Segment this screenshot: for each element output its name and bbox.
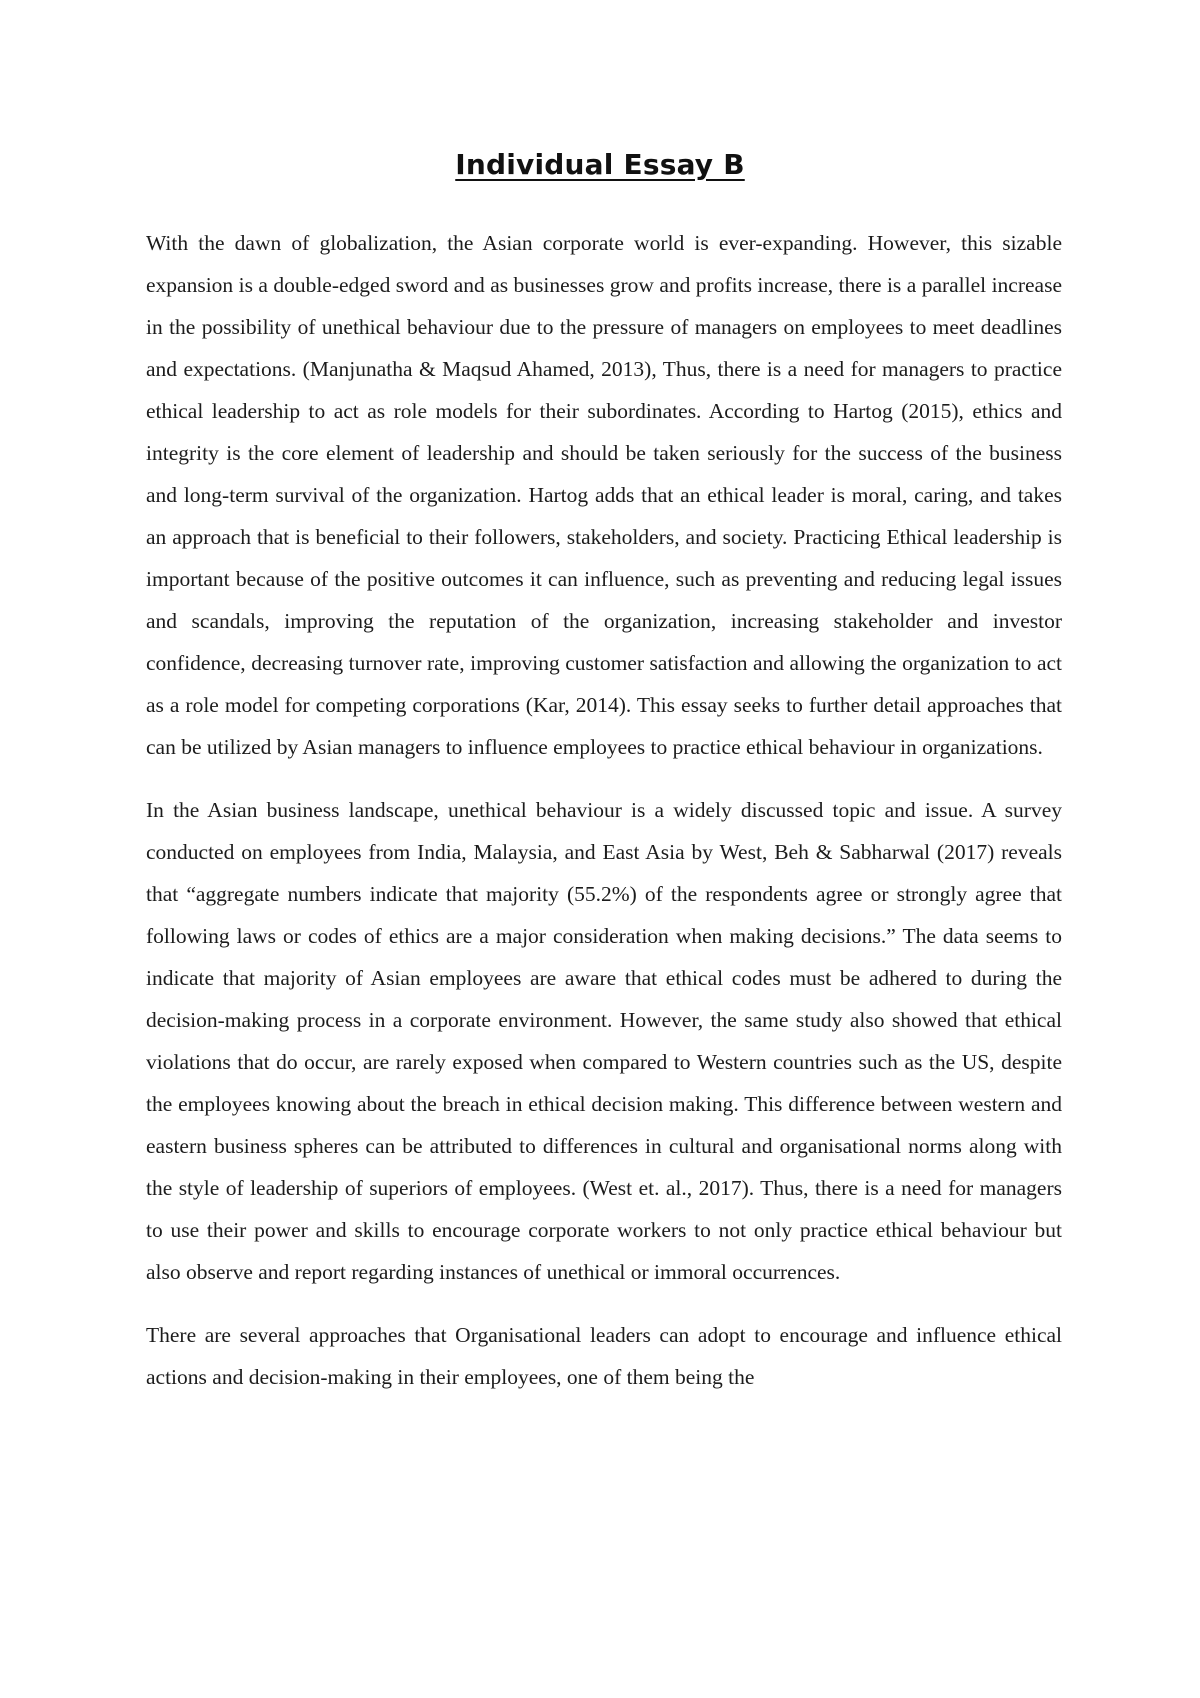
- essay-title: Individual Essay B: [455, 148, 745, 181]
- essay-body: [146, 222, 1062, 1419]
- essay-paragraph-3: There are several approaches that Organisational leaders can adopt to encourage and influence ethical actions and decision-making in their employees, one of them being the: [146, 1323, 1062, 1389]
- essay-paragraph-1: With the dawn of globalization, the Asian corporate world is ever-expanding. However, this sizable expansion is a double-edged sword and as businesses grow and profits increase, there is a parallel increase in the possibility of unethical behaviour due to the pressure of managers on employees to meet deadlines and expectations. (Manjunatha & Maqsud Ahamed, 2013), Thus, there is a need for managers to practice ethical leadership to act as role models for their subordinates. According to Hartog (2015), ethics and integrity is the core element of leadership and should be taken seriously for the success of the business and long-term survival of the organization. Hartog adds that an ethical leader is moral, caring, and takes an approach that is beneficial to their followers, stakeholders, and society. Practicing Ethical leadership is important because of the positive outcomes it can influence, such as preventing and reducing legal issues and scandals, improving the reputation of the organization, increasing stakeholder and investor confidence, decreasing turnover rate, improving customer satisfaction and allowing the organization to act as a role model for competing corporations (Kar, 2014). This essay seeks to further detail approaches that can be utilized by Asian managers to influence employees to practice ethical behaviour in organizations.: [146, 231, 1062, 759]
- essay-paragraph-2: In the Asian business landscape, unethical behaviour is a widely discussed topic and issue. A survey conducted on employees from India, Malaysia, and East Asia by West, Beh & Sabharwal (2017) reveals that “aggregate numbers indicate that majority (55.2%) of the respondents agree or strongly agree that following laws or codes of ethics are a major consideration when making decisions.” The data seems to indicate that majority of Asian employees are aware that ethical codes must be adhered to during the decision-making process in a corporate environment. However, the same study also showed that ethical violations that do occur, are rarely exposed when compared to Western countries such as the US, despite the employees knowing about the breach in ethical decision making. This difference between western and eastern business spheres can be attributed to differences in cultural and organisational norms along with the style of leadership of superiors of employees. (West et. al., 2017). Thus, there is a need for managers to use their power and skills to encourage corporate workers to not only practice ethical behaviour but also observe and report regarding instances of unethical or immoral occurrences.: [146, 798, 1062, 1284]
